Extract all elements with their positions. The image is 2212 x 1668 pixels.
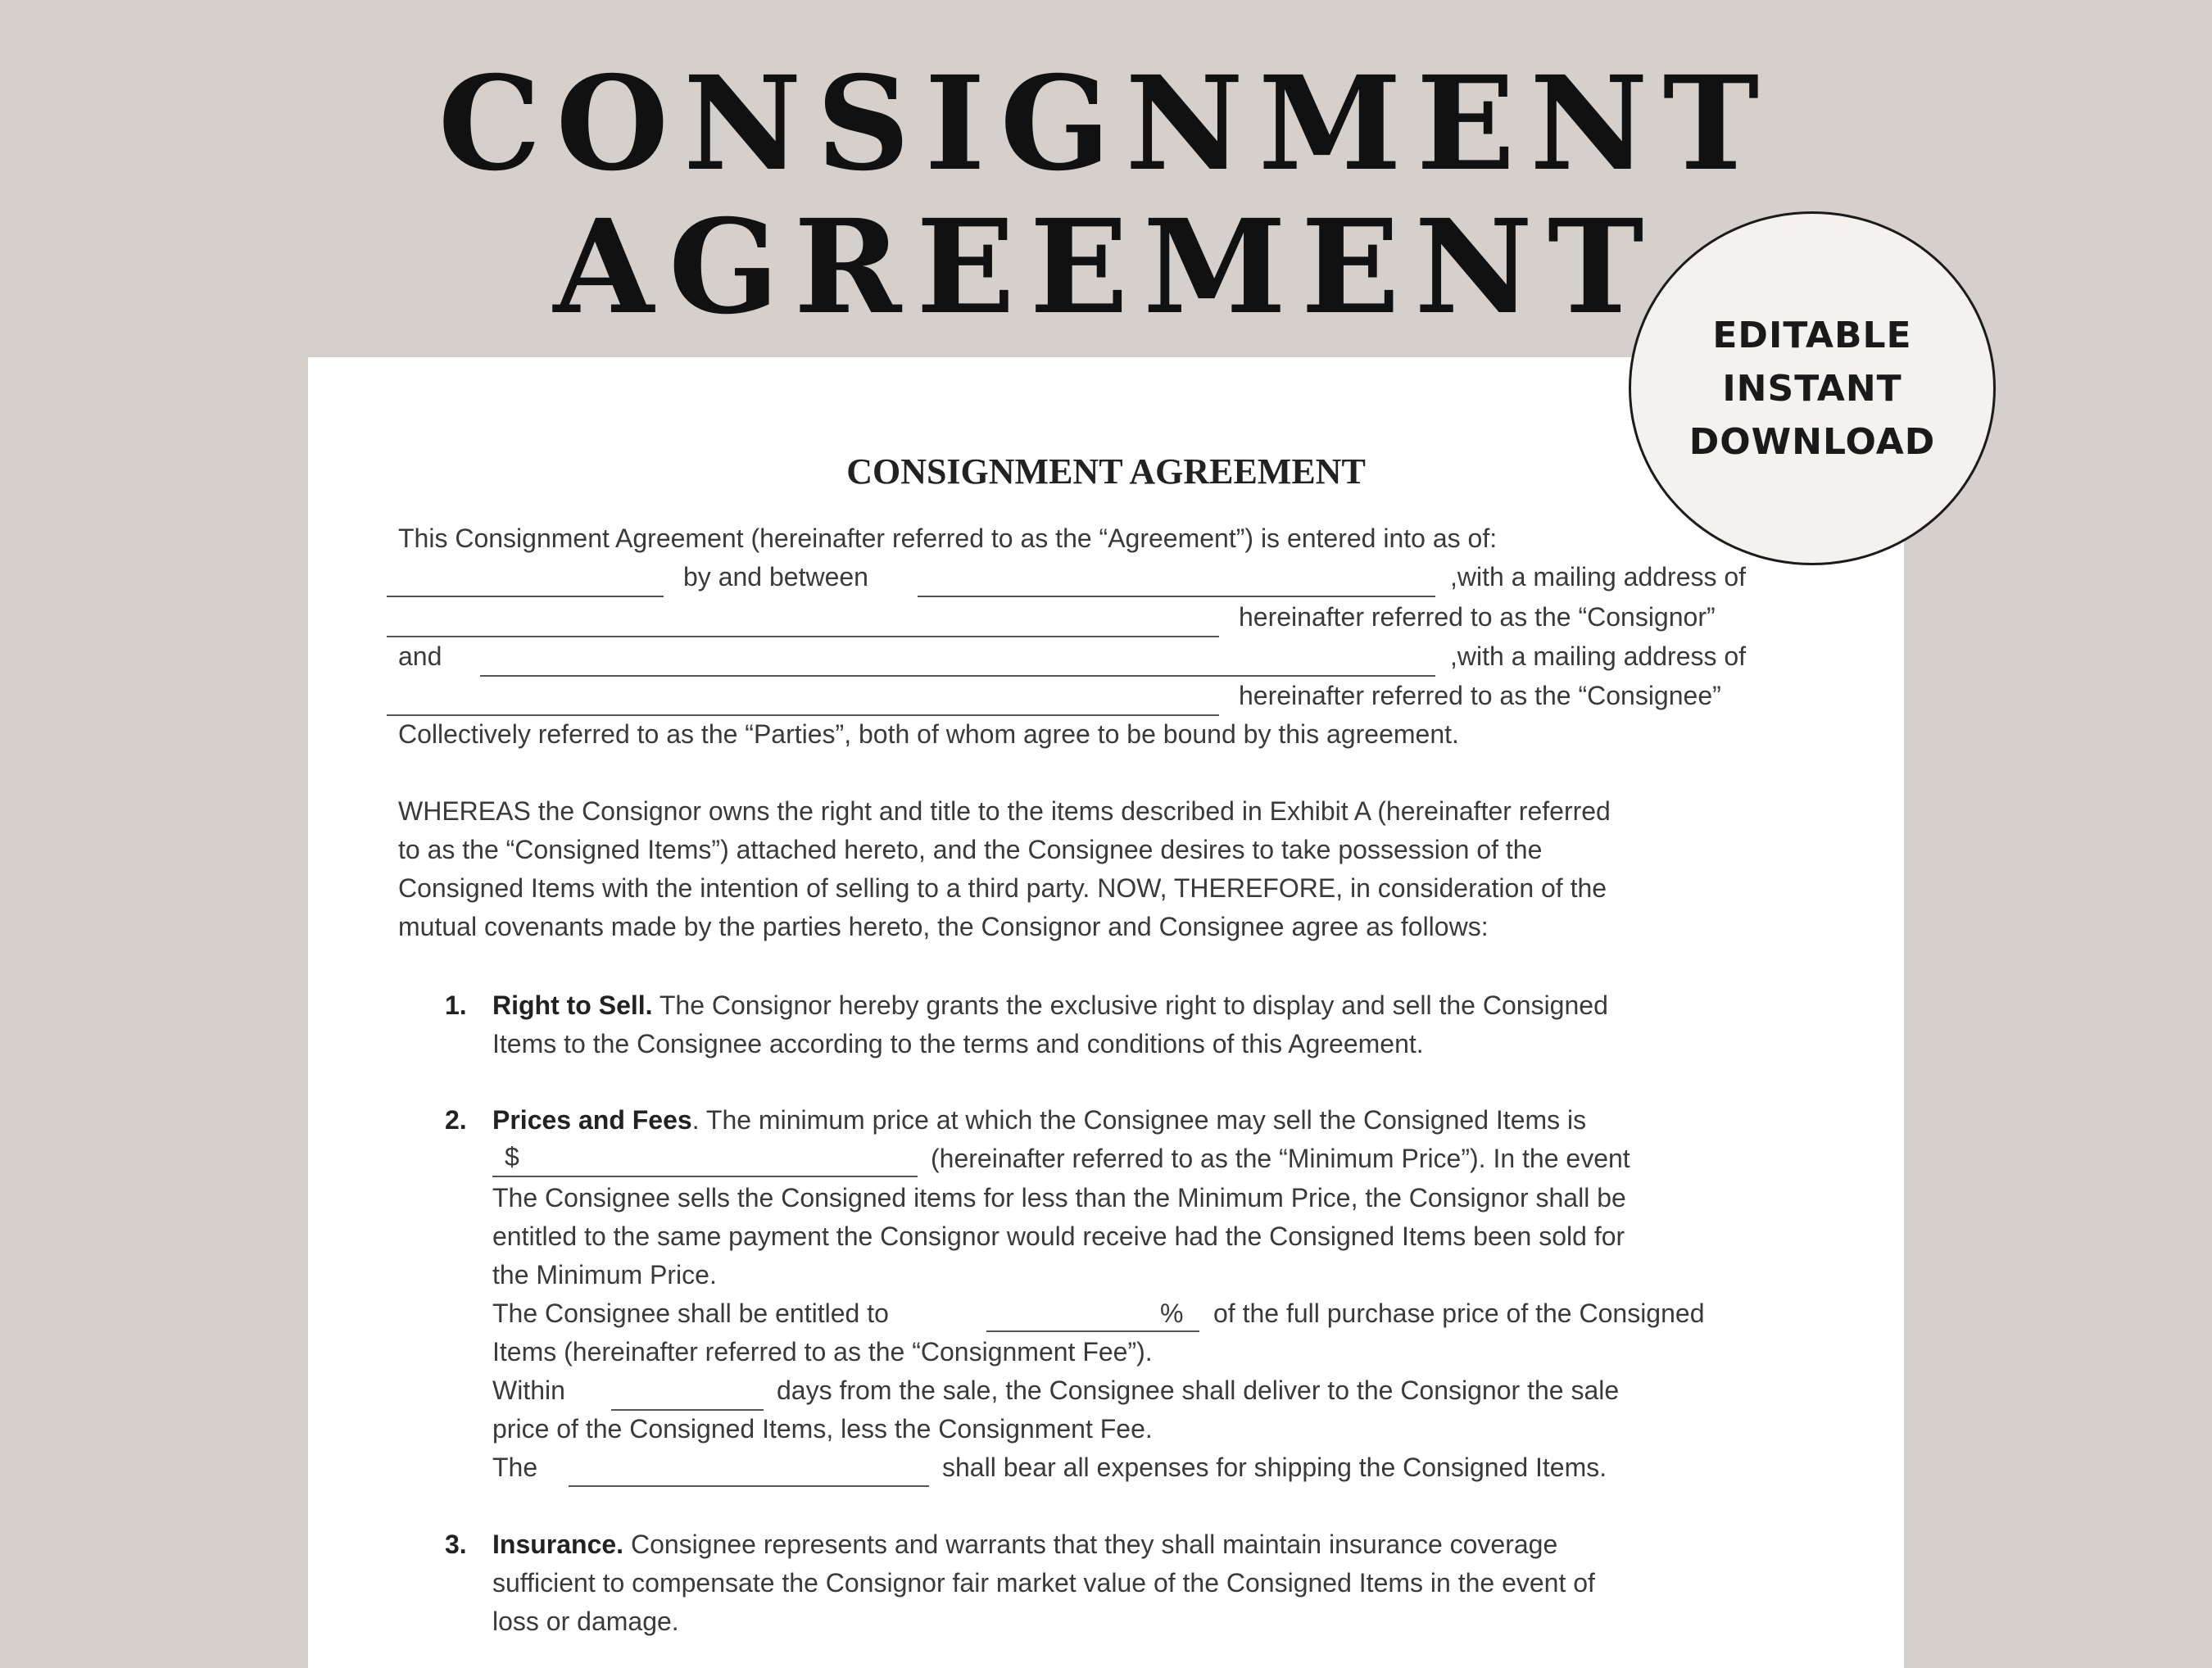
section-3-line: loss or damage. xyxy=(492,1607,679,1636)
section-1-text: The Consignor hereby grants the exclusive right to display and sell the Consigned xyxy=(652,990,1608,1020)
section-2-heading: Prices and Fees xyxy=(492,1105,692,1135)
dollar-sign: $ xyxy=(505,1142,519,1172)
minimum-price-blank[interactable] xyxy=(492,1176,918,1177)
whereas-line: mutual covenants made by the parties hereto, the Consignor and Consignee agree as follows: xyxy=(398,912,1489,941)
days-text: days from the sale, the Consignee shall deliver to the Consignor the sale xyxy=(777,1376,1620,1405)
section-2-line: The Consignee sells the Consigned items for less than the Minimum Price, the Consignor shall be xyxy=(492,1183,1626,1212)
the-text: The xyxy=(492,1453,538,1482)
consignee-name-blank[interactable] xyxy=(480,675,1435,677)
badge-line-3: DOWNLOAD xyxy=(1688,420,1936,463)
date-blank[interactable] xyxy=(387,596,664,597)
collectively-text: Collectively referred to as the “Parties”, both of whom agree to be bound by this agreement. xyxy=(398,719,1459,749)
intro-line: This Consignment Agreement (hereinafter referred to as the “Agreement”) is entered into as of: xyxy=(398,524,1498,553)
consignee-address-blank[interactable] xyxy=(387,714,1219,716)
days-text: price of the Consigned Items, less the Consignment Fee. xyxy=(492,1414,1153,1444)
section-1-line xyxy=(492,990,1608,1021)
within-text: Within xyxy=(492,1376,565,1405)
whereas-line: Consigned Items with the intention of selling to a third party. NOW, THEREFORE, in consideration of the xyxy=(398,873,1607,903)
section-2-line: entitled to the same payment the Consignor would receive had the Consigned Items been sold for xyxy=(492,1222,1625,1251)
consignment-fee-text: of the full purchase price of the Consigned xyxy=(1213,1299,1705,1328)
section-3-heading: Insurance. xyxy=(492,1530,624,1559)
whereas-line: to as the “Consigned Items”) attached hereto, and the Consignee desires to take possession of the xyxy=(398,835,1543,864)
mailing-address-text: ,with a mailing address of xyxy=(1450,562,1747,592)
section-2-number: 2. xyxy=(445,1105,467,1135)
section-3-line xyxy=(492,1530,1557,1560)
and-text: and xyxy=(398,641,442,671)
badge-line-2: INSTANT xyxy=(1722,367,1902,410)
section-1-line: Items to the Consignee according to the terms and conditions of this Agreement. xyxy=(492,1029,1424,1058)
days-blank[interactable] xyxy=(611,1409,764,1411)
minimum-price-reference-text: (hereinafter referred to as the “Minimum Price”). In the event xyxy=(931,1144,1630,1173)
shipping-text: shall bear all expenses for shipping the Consigned Items. xyxy=(942,1453,1607,1482)
consignee-reference-text: hereinafter referred to as the “Consignee” xyxy=(1239,681,1721,710)
by-and-between-text: by and between xyxy=(683,562,868,592)
section-3-number: 3. xyxy=(445,1530,467,1559)
percent-sign: % xyxy=(1160,1299,1184,1328)
consignor-address-blank[interactable] xyxy=(387,636,1219,637)
banner-title-line-1: CONSIGNMENT xyxy=(437,48,1775,200)
section-3-line: sufficient to compensate the Consignor fair market value of the Consigned Items in the event of xyxy=(492,1568,1595,1598)
document-body xyxy=(308,357,1904,1668)
section-2-line: the Minimum Price. xyxy=(492,1260,717,1290)
consignor-reference-text: hereinafter referred to as the “Consignor” xyxy=(1239,602,1716,632)
section-2-line xyxy=(492,1105,1586,1135)
whereas-line: WHEREAS the Consignor owns the right and title to the items described in Exhibit A (hereinafter referred xyxy=(398,796,1611,826)
section-2-text: . The minimum price at which the Consignee may sell the Consigned Items is xyxy=(691,1105,1587,1135)
document-page xyxy=(308,357,1904,1668)
section-1-number: 1. xyxy=(445,990,467,1020)
document-title: CONSIGNMENT AGREEMENT xyxy=(846,451,1366,492)
section-3-text: Consignee represents and warrants that they shall maintain insurance coverage xyxy=(623,1530,1558,1559)
consignment-fee-text: Items (hereinafter referred to as the “Consignment Fee”). xyxy=(492,1337,1153,1367)
shipping-party-blank[interactable] xyxy=(569,1485,929,1487)
editable-download-badge xyxy=(1629,211,1996,565)
mailing-address-text: ,with a mailing address of xyxy=(1450,641,1747,671)
section-1-heading: Right to Sell. xyxy=(492,990,653,1020)
consignment-fee-text: The Consignee shall be entitled to xyxy=(492,1299,889,1328)
badge-line-1: EDITABLE xyxy=(1712,314,1912,356)
consignor-name-blank[interactable] xyxy=(918,596,1435,597)
fee-percent-blank[interactable] xyxy=(986,1330,1199,1332)
banner-title-line-2: AGREEMENT xyxy=(553,192,1659,343)
